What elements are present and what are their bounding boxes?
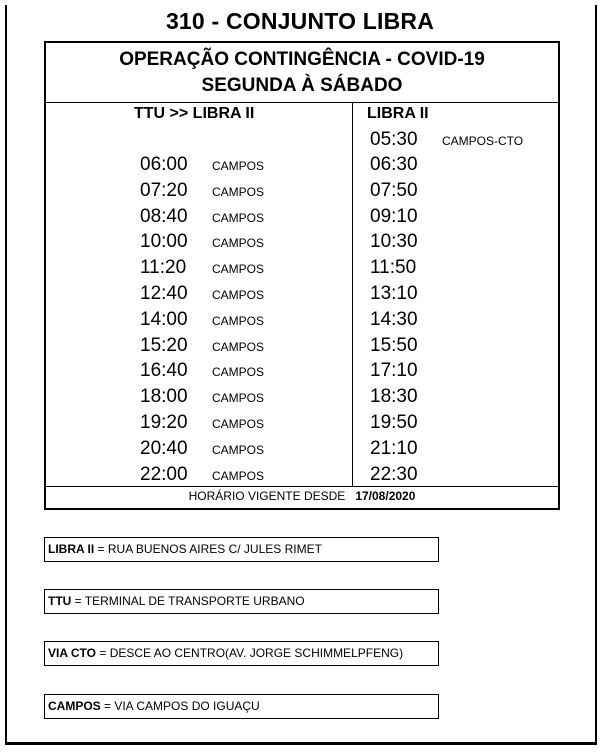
right-departure-time: 13:10: [370, 283, 418, 304]
legend-desc: = RUA BUENOS AIRES C/ JULES RIMET: [94, 542, 322, 556]
schedule-row: [46, 257, 558, 282]
legend-via-cto: [44, 641, 439, 666]
legend-desc: = TERMINAL DE TRANSPORTE URBANO: [71, 594, 305, 608]
left-departure-via: CAMPOS: [212, 236, 265, 251]
schedule-row: [46, 464, 558, 489]
schedule-row: [46, 438, 558, 463]
left-departure-via: CAMPOS: [212, 262, 265, 277]
left-departure-time: 07:20: [140, 179, 188, 201]
validity-date: 17/08/2020: [355, 489, 416, 503]
right-departure-time: 09:10: [370, 205, 418, 227]
left-departure-via: CAMPOS: [212, 468, 265, 483]
schedule-row: [46, 309, 558, 334]
schedule-row: [46, 154, 558, 179]
schedule-row-first: [46, 129, 558, 154]
right-column-header: LIBRA II: [367, 105, 429, 122]
right-departure-time: 14:30: [370, 308, 418, 330]
route-title: 310 - CONJUNTO LIBRA: [165, 8, 435, 34]
legend-campos: [44, 694, 439, 719]
legend-desc: = VIA CAMPOS DO IGUAÇU: [100, 699, 260, 713]
schedule-row: [46, 360, 558, 385]
operation-subtitle: OPERAÇÃO CONTINGÊNCIA - COVID-19: [119, 49, 485, 70]
right-departure-time: 10:30: [370, 231, 418, 253]
schedule-row: [46, 412, 558, 437]
schedule-row: [46, 180, 558, 205]
left-departure-via: CAMPOS: [212, 313, 265, 328]
left-departure-via: CAMPOS: [212, 417, 265, 431]
left-departure-time: 16:40: [140, 360, 188, 382]
left-departure-via: CAMPOS: [212, 391, 265, 406]
legend-libra: [44, 537, 439, 562]
right-departure-via: CAMPOS-CTO: [442, 134, 524, 148]
left-departure-time: 19:20: [140, 412, 188, 433]
legend-desc: = DESCE AO CENTRO(AV. JORGE SCHIMMELPFENG): [96, 646, 404, 660]
left-departure-via: CAMPOS: [212, 159, 265, 173]
left-departure-time: 15:20: [140, 334, 188, 356]
left-departure-via: CAMPOS: [212, 365, 265, 380]
right-departure-time: 05:30: [370, 129, 418, 150]
left-departure-via: CAMPOS: [212, 184, 265, 199]
right-departure-time: 17:10: [370, 360, 418, 382]
legend-key: CAMPOS: [48, 699, 101, 713]
left-departure-time: 11:20: [140, 257, 187, 279]
right-departure-time: 18:30: [370, 386, 418, 408]
schedule-row: [46, 206, 558, 231]
left-departure-time: 06:00: [140, 154, 188, 175]
legend-key: VIA CTO: [48, 646, 97, 660]
legend-ttu: [44, 589, 439, 614]
schedule-table: [44, 41, 560, 510]
right-departure-time: 07:50: [370, 179, 418, 201]
left-departure-via: CAMPOS: [212, 442, 265, 457]
days-subtitle: SEGUNDA À SÁBADO: [201, 75, 403, 96]
left-departure-time: 22:00: [140, 463, 188, 485]
validity-label: HORÁRIO VIGENTE DESDE: [188, 489, 346, 503]
header-divider: [46, 102, 558, 103]
right-departure-time: 19:50: [370, 412, 418, 433]
left-departure-via: CAMPOS: [212, 210, 265, 225]
schedule-row: [46, 386, 558, 411]
right-departure-time: 22:30: [370, 463, 418, 485]
right-departure-time: 21:10: [370, 437, 418, 459]
right-departure-time: 06:30: [370, 154, 418, 175]
legend-key: TTU: [48, 594, 72, 608]
left-departure-via: CAMPOS: [212, 339, 265, 354]
left-departure-time: 12:40: [140, 283, 188, 304]
validity-footer: [46, 489, 558, 503]
right-departure-time: 11:50: [370, 257, 417, 279]
schedule-row: [46, 231, 558, 256]
left-departure-time: 18:00: [140, 386, 188, 408]
left-departure-time: 10:00: [140, 231, 188, 253]
left-departure-time: 20:40: [140, 437, 188, 459]
legend-key: LIBRA II: [48, 542, 95, 556]
left-departure-time: 08:40: [140, 205, 188, 227]
schedule-row: [46, 335, 558, 360]
left-departure-via: CAMPOS: [212, 288, 265, 302]
schedule-row: [46, 283, 558, 308]
right-departure-time: 15:50: [370, 334, 418, 356]
left-column-header: TTU >> LIBRA II: [134, 105, 255, 122]
left-departure-time: 14:00: [140, 308, 188, 330]
